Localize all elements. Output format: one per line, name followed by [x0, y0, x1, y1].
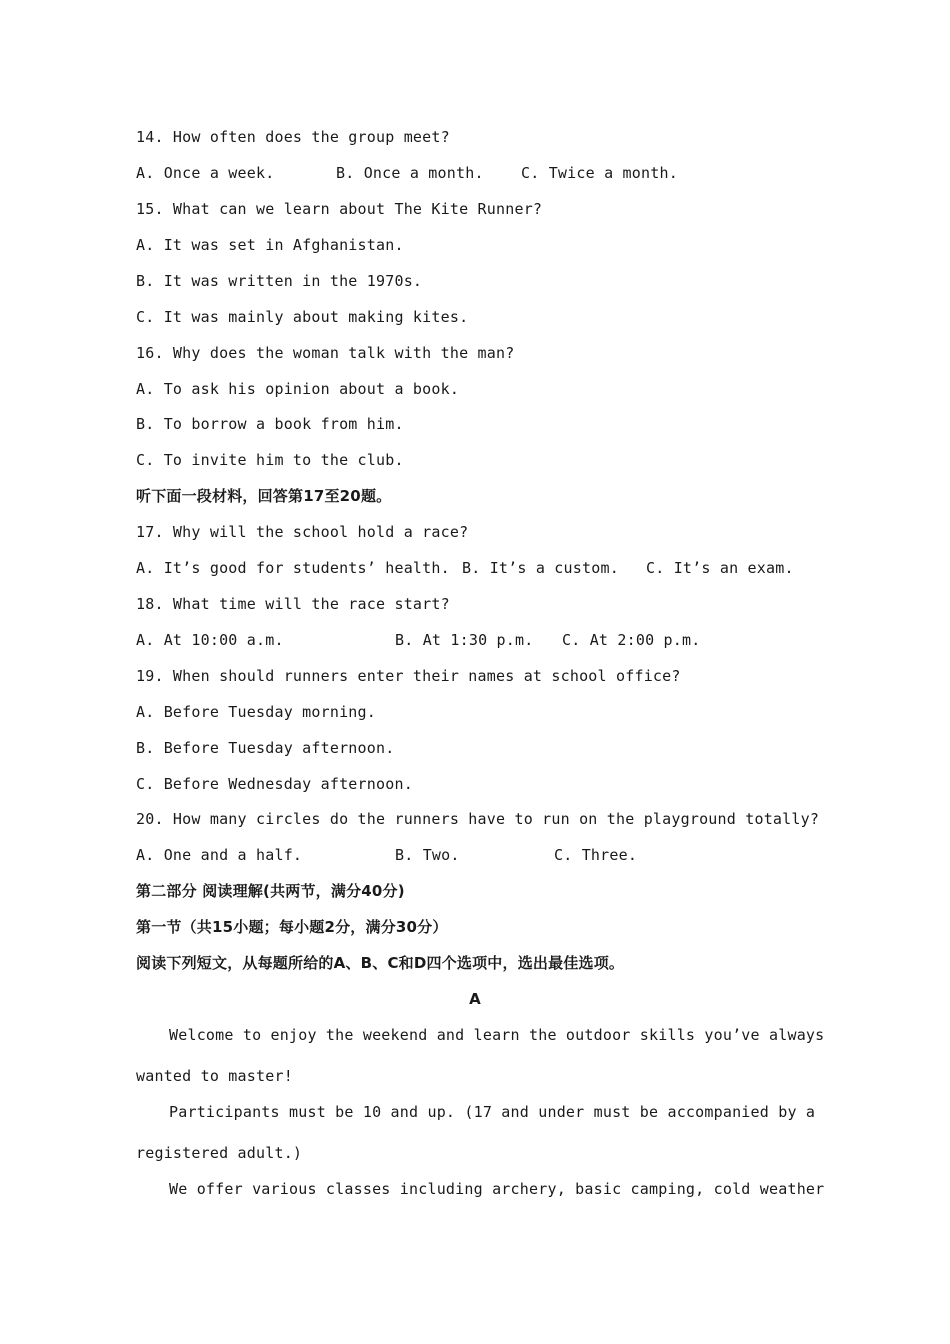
- question-17-stem: 17. Why will the school hold a race?: [136, 523, 469, 541]
- passage-paragraph-1-line-2: wanted to master!: [136, 1067, 293, 1085]
- question-15-option-c: C. It was mainly about making kites.: [136, 308, 469, 326]
- question-16-option-c: C. To invite him to the club.: [136, 451, 404, 469]
- question-15-stem: 15. What can we learn about The Kite Runner?: [136, 200, 543, 218]
- question-18-stem: 18. What time will the race start?: [136, 595, 450, 613]
- passage-paragraph-3-line-1: We offer various classes including archery, basic camping, cold weather: [169, 1180, 825, 1198]
- question-20-option-c: C. Three.: [554, 846, 638, 864]
- question-18-option-b: B. At 1:30 p.m.: [395, 631, 534, 649]
- question-14-option-b: B. Once a month.: [336, 164, 484, 182]
- passage-label: A: [469, 990, 481, 1008]
- question-17-option-c: C. It’s an exam.: [646, 559, 794, 577]
- question-18-option-c: C. At 2:00 p.m.: [562, 631, 701, 649]
- question-14-option-a: A. Once a week.: [136, 164, 275, 182]
- question-19-option-c: C. Before Wednesday afternoon.: [136, 775, 413, 793]
- question-20-stem: 20. How many circles do the runners have to run on the playground totally?: [136, 810, 820, 828]
- question-15-option-a: A. It was set in Afghanistan.: [136, 236, 404, 254]
- question-20-option-a: A. One and a half.: [136, 846, 303, 864]
- instruction-17-20: 听下面一段材料，回答第17至20题。: [136, 487, 392, 505]
- question-16-stem: 16. Why does the woman talk with the man?: [136, 344, 515, 362]
- passage-paragraph-2-line-2: registered adult.): [136, 1144, 303, 1162]
- question-14-stem: 14. How often does the group meet?: [136, 128, 450, 146]
- question-16-option-a: A. To ask his opinion about a book.: [136, 380, 460, 398]
- question-15-option-b: B. It was written in the 1970s.: [136, 272, 423, 290]
- question-19-option-b: B. Before Tuesday afternoon.: [136, 739, 395, 757]
- section-2-title: 第二部分 阅读理解(共两节，满分40分): [136, 882, 405, 900]
- question-19-option-a: A. Before Tuesday morning.: [136, 703, 376, 721]
- reading-instruction: 阅读下列短文，从每题所给的A、B、C和D四个选项中，选出最佳选项。: [136, 954, 625, 972]
- question-16-option-b: B. To borrow a book from him.: [136, 415, 404, 433]
- question-14-option-c: C. Twice a month.: [521, 164, 678, 182]
- question-19-stem: 19. When should runners enter their names at school office?: [136, 667, 681, 685]
- question-17-option-a: A. It’s good for students’ health.: [136, 559, 450, 577]
- passage-paragraph-2-line-1: Participants must be 10 and up. (17 and under must be accompanied by a: [169, 1103, 816, 1121]
- question-20-option-b: B. Two.: [395, 846, 460, 864]
- passage-paragraph-1-line-1: Welcome to enjoy the weekend and learn the outdoor skills you’ve always: [169, 1026, 825, 1044]
- question-17-option-b: B. It’s a custom.: [462, 559, 619, 577]
- section-2-part-1-title: 第一节（共15小题；每小题2分，满分30分）: [136, 918, 448, 936]
- question-18-option-a: A. At 10:00 a.m.: [136, 631, 284, 649]
